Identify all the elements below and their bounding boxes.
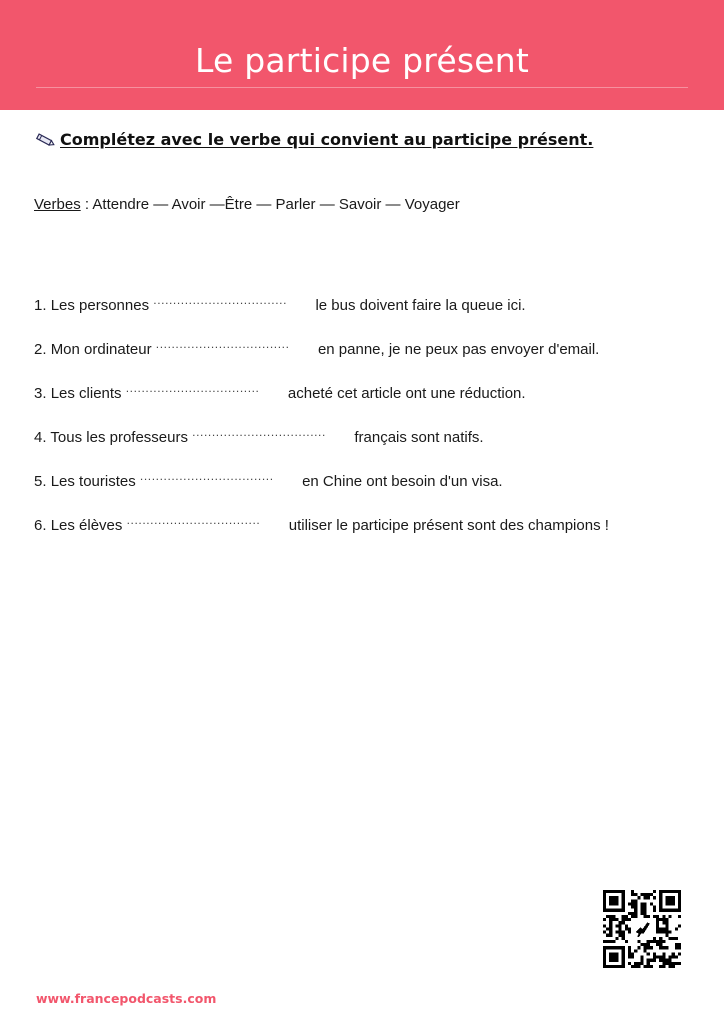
answer-blank[interactable] <box>126 378 284 398</box>
qr-code-icon[interactable] <box>603 890 681 968</box>
exercise-item <box>34 466 609 510</box>
exercise-number: 5. <box>34 473 47 490</box>
exercise-text-after: utiliser le participe présent sont des champions ! <box>288 517 609 534</box>
exercise-text-before: Les clients <box>50 385 122 402</box>
answer-blank[interactable] <box>156 334 314 354</box>
answer-blank[interactable] <box>127 510 285 530</box>
footer-website-link[interactable]: www.francepodcasts.com <box>36 991 217 1006</box>
exercise-text-after: français sont natifs. <box>354 429 484 446</box>
exercise-item <box>34 290 609 334</box>
exercise-item <box>34 422 609 466</box>
exercise-list <box>34 290 609 554</box>
exercise-item <box>34 510 609 554</box>
exercise-text-before: Tous les professeurs <box>50 429 188 446</box>
exercise-item <box>34 378 609 422</box>
header-banner <box>0 0 724 110</box>
exercise-text-before: Les élèves <box>50 517 123 534</box>
exercise-text-after: en panne, je ne peux pas envoyer d'email. <box>317 341 600 358</box>
exercise-number: 3. <box>34 385 47 402</box>
exercise-number: 2. <box>34 341 47 358</box>
exercise-text-before: Les personnes <box>50 297 150 314</box>
answer-blank[interactable] <box>140 466 298 486</box>
pencil-icon <box>34 132 56 148</box>
verbs-label: Verbes <box>34 196 81 213</box>
page-title: Le participe présent <box>195 41 529 80</box>
exercise-text-before: Mon ordinateur <box>50 341 152 358</box>
answer-blank[interactable] <box>192 422 350 442</box>
header-divider <box>36 87 688 88</box>
exercise-text-after: le bus doivent faire la queue ici. <box>315 297 526 314</box>
exercise-item <box>34 334 609 378</box>
exercise-number: 1. <box>34 297 47 314</box>
exercise-number: 6. <box>34 517 47 534</box>
verbs-list: Attendre — Avoir —Être — Parler — Savoir — Voyager <box>92 196 460 213</box>
exercise-text-before: Les touristes <box>50 473 136 490</box>
dinosaur-logo-icon <box>631 918 653 940</box>
verbs-separator: : <box>80 196 93 213</box>
instruction-text: Complétez avec le verbe qui convient au participe présent. <box>60 130 594 149</box>
exercise-text-after: en Chine ont besoin d'un visa. <box>302 473 503 490</box>
verbs-line <box>34 196 460 213</box>
instruction <box>34 130 593 149</box>
exercise-number: 4. <box>34 429 47 446</box>
exercise-text-after: acheté cet article ont une réduction. <box>287 385 526 402</box>
answer-blank[interactable] <box>153 290 311 310</box>
